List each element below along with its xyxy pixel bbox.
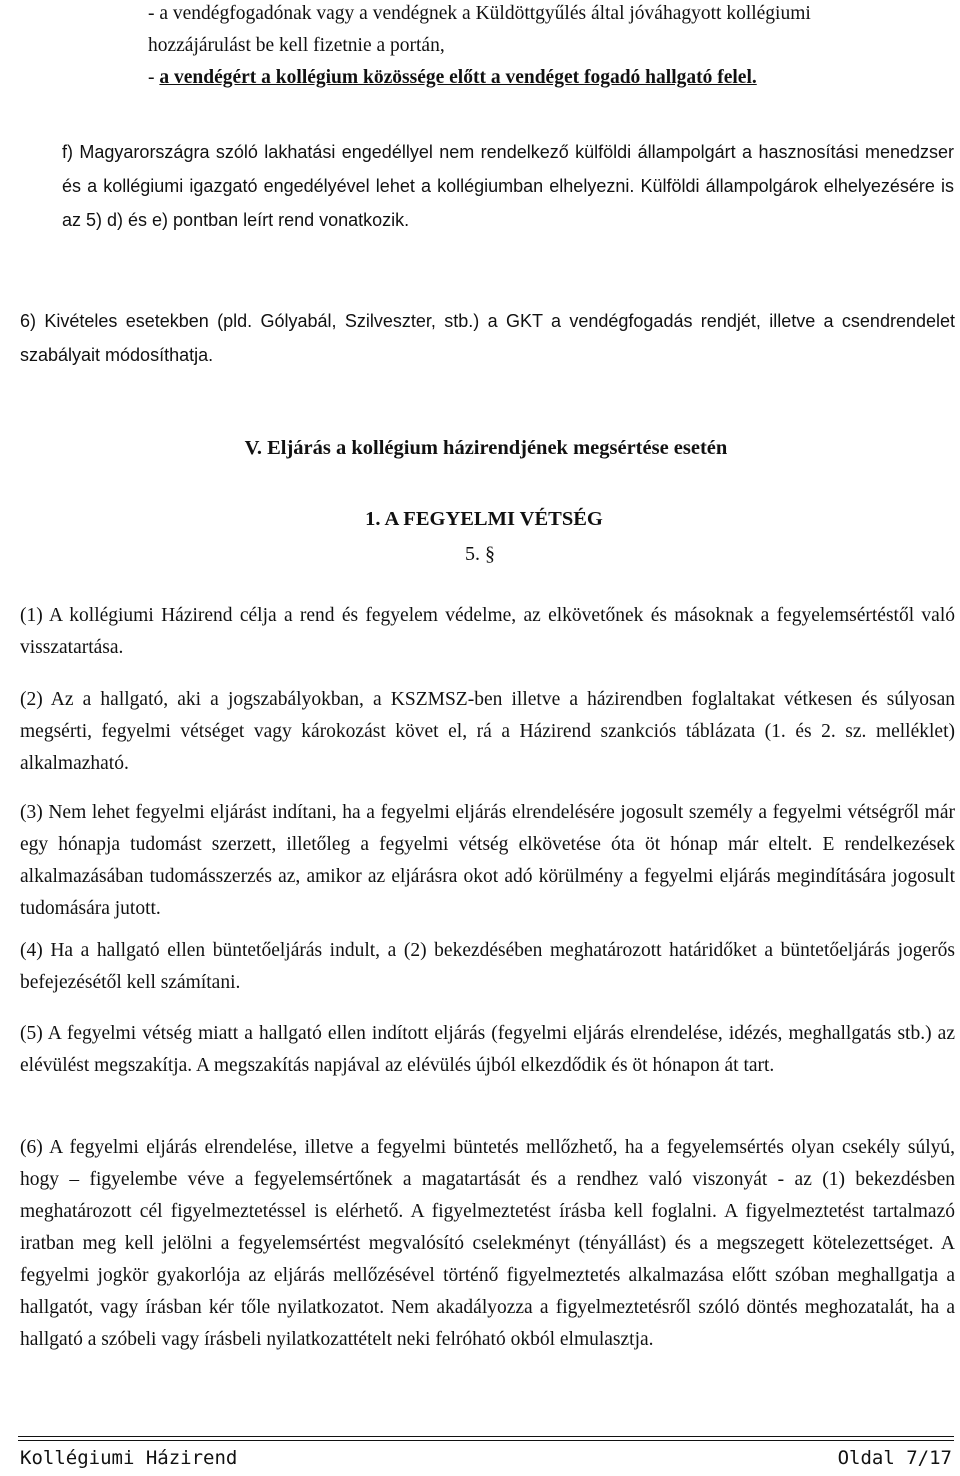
section-title: 1. A FEGYELMI VÉTSÉG (365, 508, 603, 530)
paragraph-2: (2) Az a hallgató, aki a jogszabályokban, a KSZMSZ-ben illetve a házirendben foglaltakat vétkesen és súlyosan megsérti, fegyelmi vétséget vagy károkozást követ el, rá a Házirend szankciós táblázata (1. és 2. sz. melléklet) alkalmazható. (20, 689, 955, 774)
page-number: Oldal 7/17 (837, 1447, 952, 1469)
paragraph-3: (3) Nem lehet fegyelmi eljárást indítani, ha a fegyelmi eljárás elrendelésére jogosult személy a fegyelmi vétségről már egy hónapja tudomást szerzett, illetőleg a fegyelmi vétség elkövetése óta öt hónap már eltelt. E rendelkezések alkalmazásában tudomásszerzés az, amikor az eljárásra okot adó körülmény a fegyelmi eljárás megindítására jogosult tudomására jutott. (20, 802, 955, 919)
intro-line-2: hozzájárulást be kell fizetnie a portán, (148, 35, 445, 56)
intro-emphasis: a vendégért a kollégium közössége előtt a vendéget fogadó hallgató felel. (159, 67, 757, 88)
chapter-title: V. Eljárás a kollégium házirendjének megsértése esetén (244, 437, 728, 459)
paragraph-5: (5) A fegyelmi vétség miatt a hallgató ellen indított eljárás (fegyelmi eljárás elrendelése, idézés, meghallgatás stb.) az elévülést megszakítja. A megszakítás napjával az elévülés újból elkezdődik és öt hónapon át tart. (20, 1023, 955, 1076)
footer-title: Kollégiumi Házirend (20, 1447, 238, 1469)
item-6-paragraph: 6) Kivételes esetekben (pld. Gólyabál, Szilveszter, stb.) a GKT a vendégfogadás rendjét, illetve a csendrendelet szabályait módosíthatja. (20, 311, 955, 365)
item-f-paragraph: f) Magyarországra szóló lakhatási engedéllyel nem rendelkező külföldi állampolgárt a hasznosítási menedzser és a kollégiumi igazgató engedélyével lehet a kollégiumban elhelyezni. Külföldi állampolgárok elhelyezésére is az 5) d) és e) pontban leírt rend vonatkozik. (62, 142, 954, 230)
paragraph-4: (4) Ha a hallgató ellen büntetőeljárás indult, a (2) bekezdésében meghatározott határidőket a büntetőeljárás jogerős befejezésétől kell számítani. (20, 940, 955, 993)
section-number (0, 541, 960, 567)
paragraph-1: (1) A kollégiumi Házirend célja a rend és fegyelem védelme, az elkövetőnek és másoknak a fegyelemsértéstől való visszatartása. (20, 605, 955, 658)
section-sign-icon: § (480, 543, 495, 565)
paragraph-6: (6) A fegyelmi eljárás elrendelése, illetve a fegyelmi büntetés mellőzhető, ha a fegyelemsértés olyan csekély súlyú, hogy – figyelembe véve a fegyelemsértőnek a magatartását és a rendhez való viszonyát - az (1) bekezdésben meghatározott cél figyelmeztetéssel is elérhető. A figyelmeztetést írásba kell foglalni. A figyelmeztetést tartalmazó iratban meg kell jelölni a fegyelemsértést megvalósító cselekményt (tényállást) és a megszegett kötelezettséget. A fegyelmi jogkör gyakorlója az eljárás mellőzésével történő figyelmeztetés alkalmazása előtt szóban meghallgatja a hallgatót, vagy írásban kér tőle nyilatkozatot. Nem akadályozza a figyelmeztetésről szóló döntés meghozatalát, ha a hallgató a szóbeli vagy írásbeli nyilatkozattételt neki felróható okból elmulasztja. (20, 1137, 955, 1350)
section-number-text: 5. (465, 543, 480, 565)
footer-divider (18, 1436, 954, 1437)
intro-line-3: - a vendégért a kollégium közössége előtt a vendéget fogadó hallgató felel. (148, 67, 757, 88)
footer-divider-inner (18, 1440, 954, 1441)
intro-line-1: - a vendégfogadónak vagy a vendégnek a Küldöttgyűlés által jóváhagyott kollégiumi (148, 3, 811, 24)
